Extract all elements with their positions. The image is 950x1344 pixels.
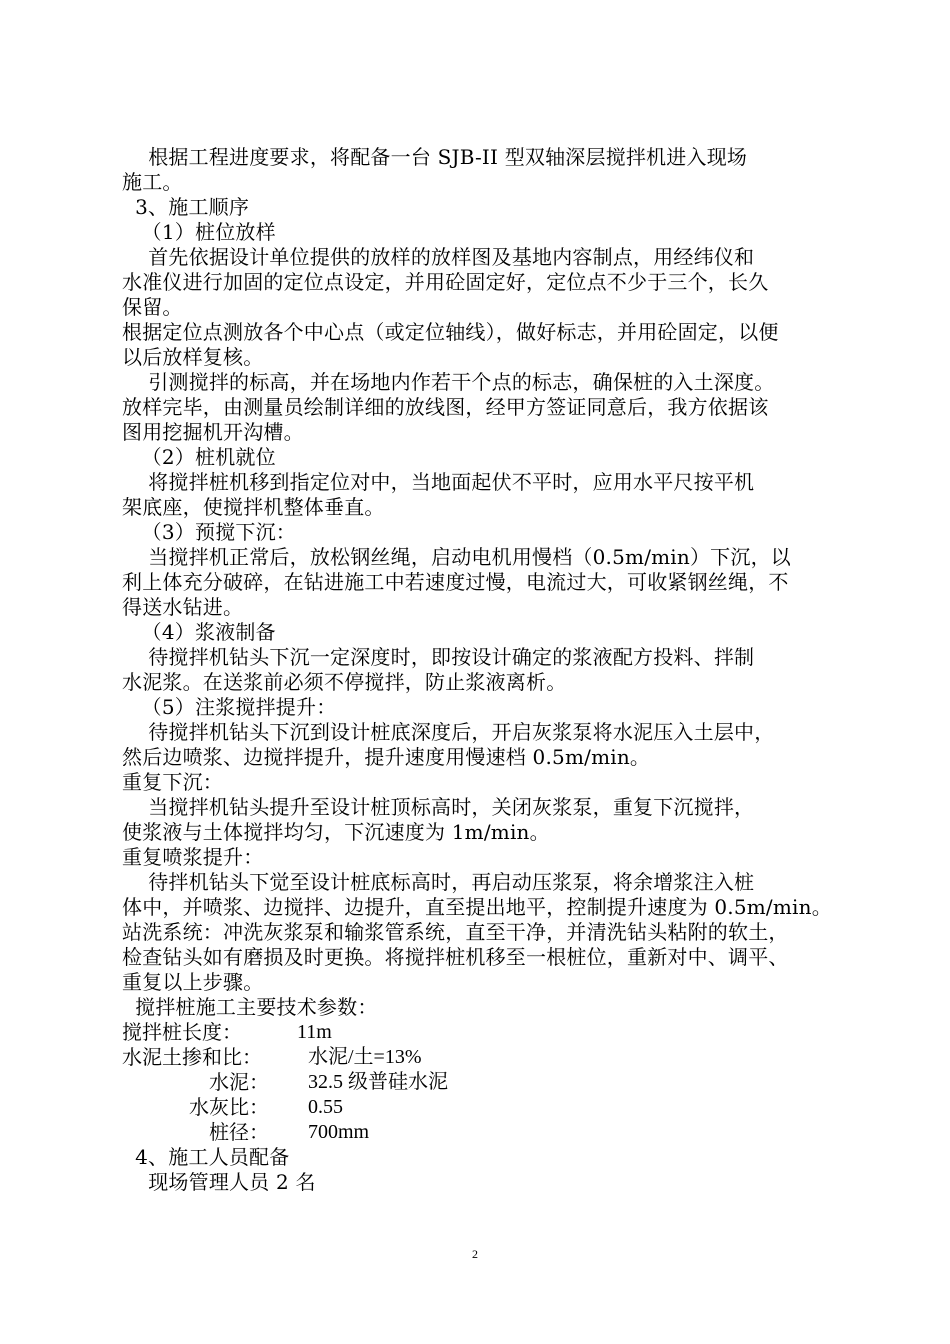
paragraph-line: 根据工程进度要求，将配备一台 SJB-II 型双轴深层搅拌机进入现场: [122, 145, 748, 169]
subsection-heading: （3）预搅下沉：: [122, 520, 296, 544]
param-label: 水泥：: [209, 1070, 269, 1094]
paragraph-line: 现场管理人员 2 名: [122, 1170, 316, 1194]
paragraph-line: 体中，并喷浆、边搅拌、边提升，直至提出地平，控制提升速度为 0.5m/min。: [122, 895, 832, 919]
paragraph-line: 利上体充分破碎，在钻进施工中若速度过慢，电流过大，可收紧钢丝绳，不: [122, 570, 789, 594]
param-value: 32.5 级普硅水泥: [308, 1071, 448, 1093]
paragraph-line: 当搅拌机正常后，放松钢丝绳，启动电机用慢档（0.5m/min）下沉，以: [122, 545, 791, 569]
paragraph-line: 使浆液与土体搅拌均匀，下沉速度为 1m/min。: [122, 820, 550, 844]
paragraph-line: 待搅拌机钻头下沉一定深度时，即按设计确定的浆液配方投料、拌制: [122, 645, 755, 669]
param-label: 搅拌桩长度：: [122, 1020, 242, 1044]
param-label: 水泥土掺和比：: [122, 1045, 262, 1069]
param-label: 桩径：: [209, 1120, 269, 1144]
paragraph-line: 重复喷浆提升：: [122, 845, 264, 869]
paragraph-line: 水准仪进行加固的定位点设定，并用砼固定好，定位点不少于三个，长久: [122, 270, 769, 294]
param-value: 水泥/土=13%: [308, 1046, 422, 1068]
paragraph-line: 待搅拌机钻头下沉到设计桩底深度后，开启灰浆泵将水泥压入土层中，: [122, 720, 775, 744]
section-heading: 3、施工顺序: [122, 195, 250, 219]
param-label: 水灰比：: [189, 1095, 269, 1119]
paragraph-line: 引测搅拌的标高，并在场地内作若干个点的标志，确保桩的入土深度。: [122, 370, 775, 394]
paragraph-line: 水泥浆。在送浆前必须不停搅拌，防止浆液离析。: [122, 670, 567, 694]
paragraph-line: 然后边喷浆、边搅拌提升，提升速度用慢速档 0.5m/min。: [122, 745, 651, 769]
page-number: 2: [472, 1247, 478, 1261]
paragraph-line: 首先依据设计单位提供的放样的放样图及基地内容制点，用经纬仪和: [122, 245, 755, 269]
paragraph-line: 保留。: [122, 295, 183, 319]
subsection-heading: （2）桩机就位: [122, 445, 276, 469]
paragraph-line: 搅拌桩施工主要技术参数：: [122, 995, 378, 1019]
paragraph-line: 检查钻头如有磨损及时更换。将搅拌桩机移至一根桩位，重新对中、调平、: [122, 945, 789, 969]
paragraph-line: 站洗系统：冲洗灰浆泵和输浆管系统，直至干净，并清洗钻头粘附的软土，: [122, 920, 789, 944]
subsection-heading: （5）注浆搅拌提升：: [122, 695, 337, 719]
paragraph-line: 当搅拌机钻头提升至设计桩顶标高时，关闭灰浆泵，重复下沉搅拌，: [122, 795, 755, 819]
paragraph-line: 待拌机钻头下觉至设计桩底标高时，再启动压浆泵，将余增浆注入桩: [122, 870, 755, 894]
paragraph-line: 将搅拌桩机移到指定位对中，当地面起伏不平时，应用水平尺按平机: [122, 470, 755, 494]
param-value: 11m: [297, 1021, 332, 1043]
paragraph-line: 施工。: [122, 170, 183, 194]
paragraph-line: 根据定位点测放各个中心点（或定位轴线），做好标志，并用砼固定，以便: [122, 320, 779, 344]
paragraph-line: 重复以上步骤。: [122, 970, 264, 994]
subsection-heading: （1）桩位放样: [122, 220, 276, 244]
param-value: 0.55: [308, 1096, 343, 1118]
section-heading: 4、施工人员配备: [122, 1145, 290, 1169]
paragraph-line: 架底座，使搅拌机整体垂直。: [122, 495, 385, 519]
subsection-heading: （4）浆液制备: [122, 620, 276, 644]
paragraph-line: 得送水钻进。: [122, 595, 244, 619]
paragraph-line: 图用挖掘机开沟槽。: [122, 420, 304, 444]
paragraph-line: 重复下沉：: [122, 770, 223, 794]
paragraph-line: 以后放样复核。: [122, 345, 264, 369]
param-value: 700mm: [308, 1121, 370, 1143]
paragraph-line: 放样完毕，由测量员绘制详细的放线图，经甲方签证同意后，我方依据该: [122, 395, 769, 419]
